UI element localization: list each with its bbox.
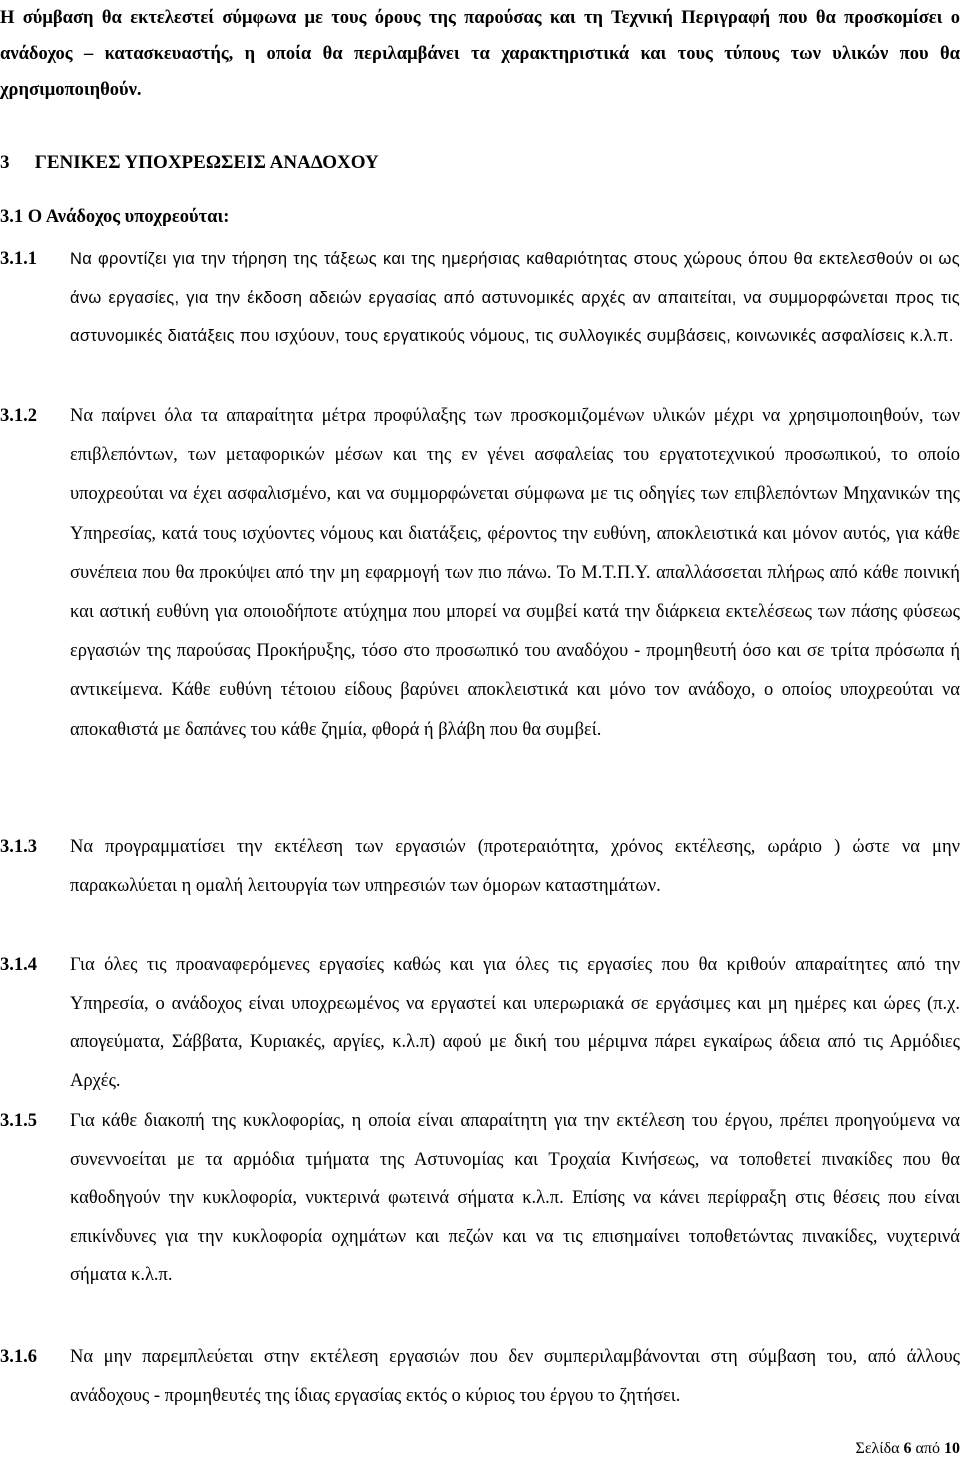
clause-text: Να μην παρεμπλεύεται στην εκτέλεση εργασιών που δεν συμπεριλαμβάνονται στη σύμβαση του, από άλλους ανάδοχους - προμηθευτές της ίδιας εργασίας εκτός ο κύριος του έργου το ζητήσει. — [70, 1347, 960, 1406]
footer-label: Σελίδα — [855, 1440, 900, 1457]
footer-page-number: 6 — [903, 1440, 912, 1457]
clause-number: 3.1.6 — [0, 1347, 37, 1367]
clause-number: 3.1.4 — [0, 955, 37, 975]
clause-3-1-3 — [0, 828, 960, 905]
clause-3-1-6 — [0, 1338, 960, 1415]
clause-text: Για όλες τις προαναφερόμενες εργασίες καθώς και για όλες τις εργασίες που θα κριθούν απαραίτητες από την Υπηρεσία, ο ανάδοχος είναι υποχρεωμένος να εργαστεί και υπερωριακά σε εργάσιμες και μη ημέρες και ώρες (π.χ. απογεύματα, Σάββατα, Κυριακές, αργίες, κ.λ.π) αφού με δική του μέριμνα πάρει εγκαίρως άδεια από τις Αρμόδιες Αρχές. — [70, 955, 960, 1091]
clause-text: Να φροντίζει για την τήρηση της τάξεως και της ημερήσιας καθαριότητας στους χώρους όπου θα εκτελεσθούν οι ως άνω εργασίες, για την έκδοση αδειών εργασίας από αστυνομικές αρχές αν απαιτείται, να συμμορφώνεται προς τις αστυνομικές διατάξεις που ισχύουν, τους εργατικούς νόμους, τις συλλογικές συμβάσεις, κοινωνικές ασφαλίσεις κ.λ.π. — [70, 250, 960, 345]
clause-text: Να προγραμματίσει την εκτέλεση των εργασιών (προτεραιότητα, χρόνος εκτέλεσης, ωράριο ) ώστε να μην παρακωλύεται η ομαλή λειτουργία των υπηρεσιών των όμορων καταστημάτων. — [70, 837, 960, 896]
page-footer — [856, 1437, 960, 1461]
footer-of: από — [915, 1440, 940, 1457]
section-heading — [0, 148, 379, 178]
section-title: ΓΕΝΙΚΕΣ ΥΠΟΧΡΕΩΣΕΙΣ ΑΝΑΔΟΧΟΥ — [34, 152, 379, 173]
clause-text: Να παίρνει όλα τα απαραίτητα μέτρα προφύλαξης των προσκομιζομένων υλικών μέχρι να χρησιμοποιηθούν, των επιβλεπόντων, των μεταφορικών μέσων και της εν γένει ασφαλείας του εργατοτεχνικού προσωπικού, το οποίο υποχρεούται να έχει ασφαλισμένο, και να συμμορφώνεται σύμφωνα με τις οδηγίες των επιβλεπόντων Μηχανικών της Υπηρεσίας, κατά τους ισχύοντες νόμους και διατάξεις, φέροντος την ευθύνη, αποκλειστικά και μόνον αυτός, για κάθε συνέπεια που θα προκύψει από την μη εφαρμογή των πιο πάνω. Το Μ.Τ.Π.Υ. απαλλάσσεται πλήρως από κάθε ποινική και αστική ευθύνη για οποιοδήποτε ατύχημα που μπορεί να συμβεί κατά την διάρκεια εκτελέσεως των πάσης φύσεως εργασιών της παρούσας Προκήρυξης, τόσο στο προσωπικό του αναδόχου - προμηθευτή όσο και σε τρίτα πρόσωπα ή αντικείμενα. Κάθε ευθύνη τέτοιου είδους βαρύνει αποκλειστικά και μόνο τον ανάδοχο, ο οποίος υποχρεούται να αποκαθιστά με δαπάνες του κάθε ζημία, φθορά ή βλάβη που θα συμβεί. — [70, 406, 960, 740]
clause-3-1-5 — [0, 1102, 960, 1295]
subsection-heading: 3.1 Ο Ανάδοχος υποχρεούται: — [0, 207, 230, 227]
clause-3-1-1 — [0, 240, 960, 356]
footer-total-pages: 10 — [944, 1440, 960, 1457]
clause-number: 3.1.2 — [0, 406, 37, 426]
clause-number: 3.1.5 — [0, 1111, 37, 1131]
clause-3-1-2 — [0, 397, 960, 750]
clause-3-1-4 — [0, 946, 960, 1100]
clause-text: Για κάθε διακοπή της κυκλοφορίας, η οποία είναι απαραίτητη για την εκτέλεση του έργου, πρέπει προηγούμενα να συνεννοείται με τα αρμόδια τμήματα της Αστυνομίας και Τροχαία Κινήσεως, να τοποθετεί πινακίδες που θα καθοδηγούν την κυκλοφορία, νυκτερινά φωτεινά σήματα κ.λ.π. Επίσης να κάνει περίφραξη στις θέσεις που είναι επικίνδυνες για την κυκλοφορία οχημάτων και πεζών και να τις επισημαίνει τοποθετώντας πινακίδες, νυχτερινά σήματα κ.λ.π. — [70, 1111, 960, 1285]
intro-paragraph: Η σύμβαση θα εκτελεστεί σύμφωνα με τους όρους της παρούσας και τη Τεχνική Περιγραφή που θα προσκομίσει ο ανάδοχος – κατασκευαστής, η οποία θα περιλαμβάνει τα χαρακτηριστικά και τους τύπους των υλικών που θα χρησιμοποιηθούν. — [0, 8, 960, 100]
clause-number: 3.1.1 — [0, 249, 37, 269]
clause-number: 3.1.3 — [0, 837, 37, 857]
section-number: 3 — [0, 152, 10, 173]
